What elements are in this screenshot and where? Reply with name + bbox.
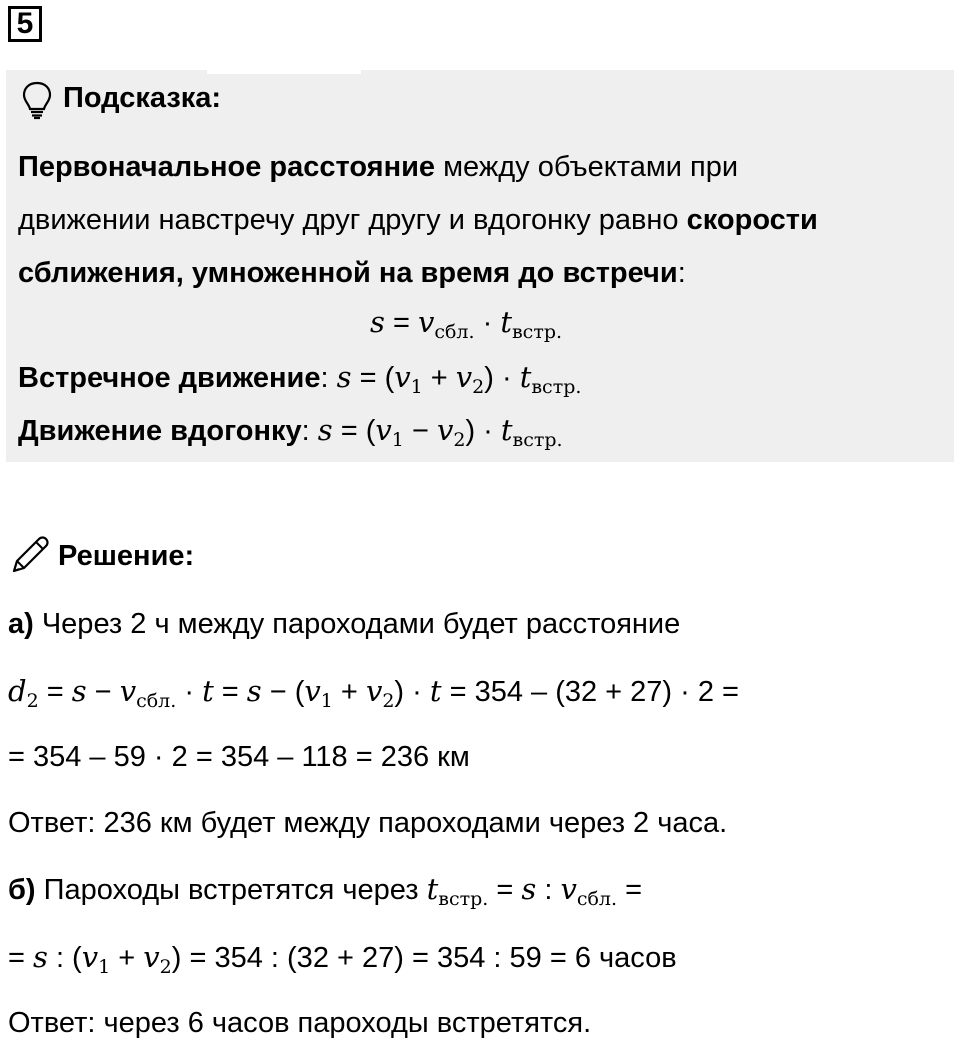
part-a-calc-2: = 354 – 59 · 2 = 354 – 118 = 236 км	[8, 741, 470, 773]
hint-term: сближения, умноженной на время до встречи	[18, 257, 678, 289]
hint-paragraph-line-2	[18, 203, 818, 237]
hint-box-notch	[207, 70, 361, 74]
hint-text: движении навстречу друг другу и вдогонку равно	[18, 204, 687, 236]
part-b-calc: = s : $(v_1 + v_2) = 354$ : (32 + 27) = 354 : 59 = 6 часов	[8, 940, 677, 978]
formula-chase: Движение вдогонку: $s = (v_1 - v_2) \cdot t_{встр.}$	[18, 413, 563, 451]
formula-distance: $s = v_{сбл.} \cdot t_{встр.}$	[370, 305, 563, 343]
hint-term: Первоначальное расстояние	[18, 151, 436, 183]
part-b-statement: б) Пароходы встретятся через $t_{встр.} = s$ : $v_{сбл.}$ =	[8, 872, 643, 910]
hint-paragraph-line-3	[18, 256, 686, 290]
hint-text: между объектами при	[435, 151, 739, 183]
part-a-answer: Ответ: 236 км будет между пароходами через 2 часа.	[8, 807, 728, 839]
part-a-calc-1: $d_2 = s - v_{сбл.} \cdot t = s - (v_1 + v_2) \cdot t = 354 - (32 + 27) \cdot 2$ =	[8, 674, 739, 712]
formula-meeting: Встречное движение: $s = (v_1 + v_2) \cdot t_{встр.}$	[18, 360, 582, 398]
part-a-label: а)	[8, 608, 34, 640]
hint-term: скорости	[686, 204, 818, 236]
task-number: 5	[8, 6, 42, 42]
pencil-icon	[8, 533, 52, 577]
part-b-answer: Ответ: через 6 часов пароходы встретятся.	[8, 1007, 592, 1039]
part-b-label: б)	[8, 874, 36, 906]
hint-text: :	[677, 257, 686, 289]
chase-label: Движение вдогонку	[18, 415, 302, 447]
hint-title: Подсказка:	[63, 82, 222, 114]
meeting-label: Встречное движение	[18, 362, 321, 394]
part-a-statement: а) Через 2 ч между пароходами будет расстояние	[8, 608, 681, 640]
hint-paragraph-line-1	[18, 150, 738, 184]
solution-title: Решение:	[58, 540, 195, 572]
lightbulb-icon	[20, 80, 54, 120]
